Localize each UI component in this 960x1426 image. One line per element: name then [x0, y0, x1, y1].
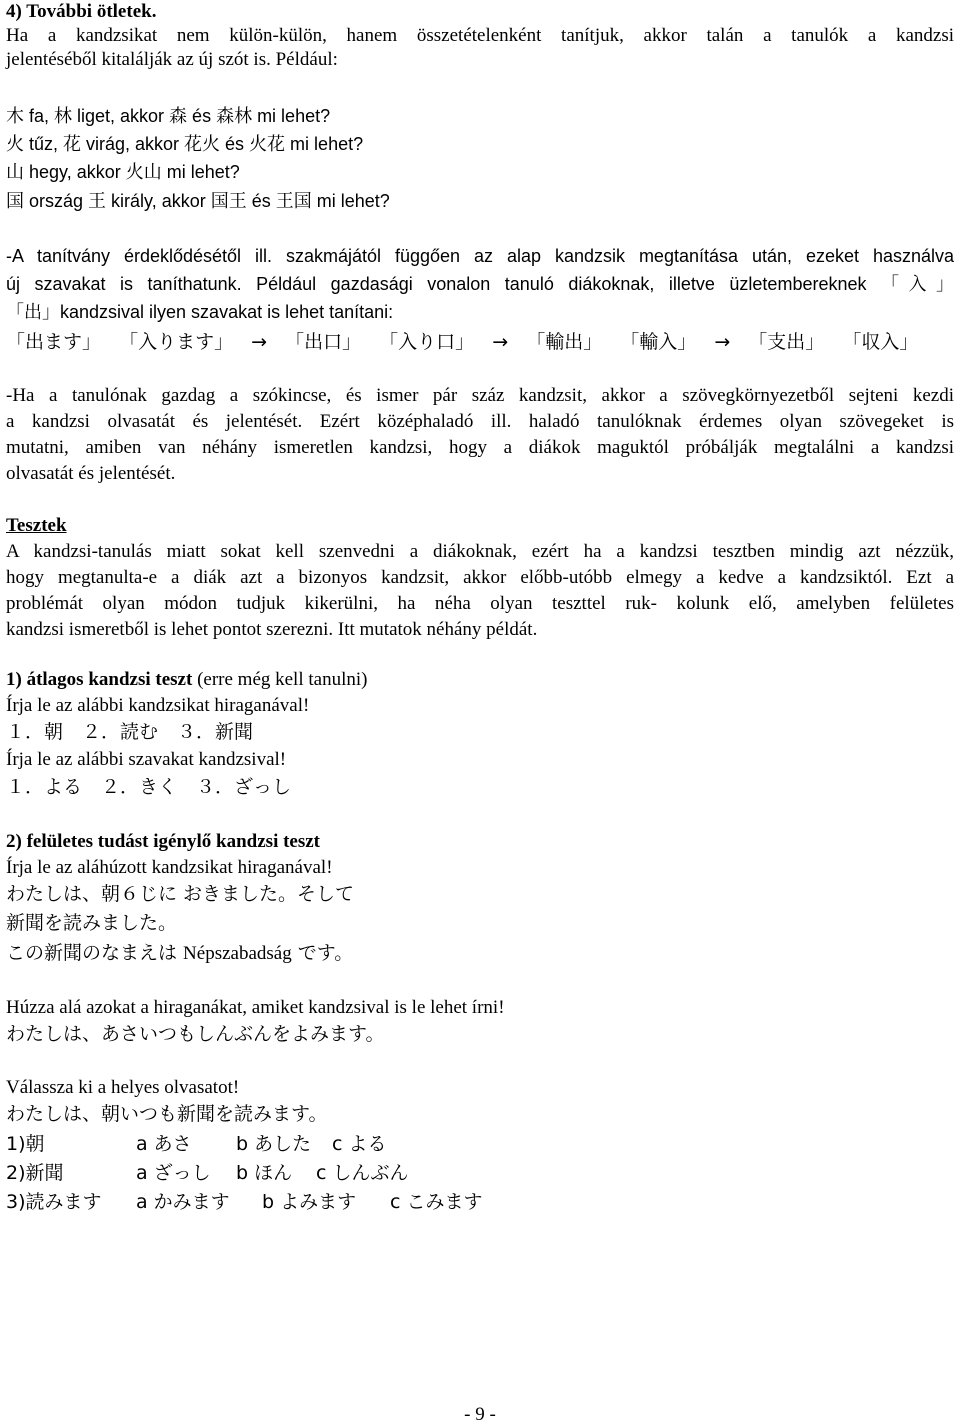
- option-row: [6, 1190, 954, 1214]
- instruction: Húzza alá azokat a hiraganákat, amiket kandzsival is le lehet írni!: [6, 997, 505, 1018]
- paragraph-line: -Ha a tanulónak gazdag a szókincse, és ismer pár száz kandzsit, akkor a szövegkörnyezetből sejteni kezdi: [6, 385, 954, 406]
- paragraph-line: A kandzsi-tanulás miatt sokat kell szenvedni a diákoknak, ezért ha a kandzsi tesztben mindig azt nézzük,: [6, 541, 954, 562]
- vocab-word: 「入り口」: [379, 331, 475, 353]
- paragraph-line: kandzsi ismeretből is lehet pontot szerezni. Itt mutatok néhány példát.: [6, 619, 538, 640]
- test-items: １．よる ２．きく ３．ざっし: [6, 776, 292, 798]
- paragraph-line: mutatni, amiben van néhány ismeretlen kandzsi, hogy a diákok maguktól próbálják megtalálni a kandzsi: [6, 437, 954, 458]
- arrow-icon: →: [714, 331, 731, 353]
- paragraph-line: új szavakat is taníthatunk. Például gazdasági vonalon tanuló diákoknak, illetve üzletembereknek 「入」: [6, 274, 954, 294]
- japanese-sentence: わたしは、朝いつも新聞を読みます。: [6, 1103, 328, 1125]
- arrow-icon: →: [492, 331, 509, 353]
- paragraph-line: hogy megtanulta-e a diák azt a bizonyos kandzsit, akkor előbb-utóbb elmegy a kedve a kandzsiktól. Ezt a: [6, 567, 954, 588]
- option-b: b よみます: [262, 1191, 357, 1213]
- option-row: [6, 1132, 954, 1156]
- vocab-word: 「出口」: [285, 331, 362, 353]
- vocab-word: 「輸入」: [620, 331, 697, 353]
- paragraph-line: -A tanítvány érdeklődésétől ill. szakmájától függően az alap kandzsik megtanítása után, ezeket használva: [6, 246, 954, 266]
- example-line: 国 ország 王 király, akkor 国王 és 王国 mi lehet?: [6, 191, 390, 211]
- option-c: c こみます: [390, 1191, 483, 1213]
- vocab-word: 「支出」: [748, 331, 825, 353]
- test1-title-note: (erre még kell tanulni): [192, 669, 368, 690]
- paragraph-line: Ha a kandzsikat nem külön-külön, hanem összetételenként tanítjuk, akkor talán a tanulók a kandzsi: [6, 25, 954, 46]
- page-number: - 9 -: [464, 1404, 496, 1425]
- example-line: 木 fa, 林 liget, akkor 森 és 森林 mi lehet?: [6, 106, 331, 126]
- japanese-sentence: わたしは、あさいつもしんぶんをよみます。: [6, 1023, 385, 1045]
- option-row: [6, 1161, 954, 1185]
- option-a: a ざっし: [136, 1162, 211, 1184]
- example-line: 山 hegy, akkor 火山 mi lehet?: [6, 162, 240, 182]
- option-a: a かみます: [136, 1191, 230, 1213]
- option-question: 2)新聞: [6, 1162, 64, 1184]
- instruction: Válassza ki a helyes olvasatot!: [6, 1077, 240, 1098]
- option-c: c よる: [332, 1133, 387, 1155]
- vocab-word: 「入ります」: [119, 331, 234, 353]
- vocab-word: 「輸出」: [526, 331, 603, 353]
- option-b: b あした: [236, 1133, 312, 1155]
- instruction: Írja le az aláhúzott kandzsikat hiraganával!: [6, 857, 333, 878]
- arrow-icon: →: [251, 331, 268, 353]
- test-items: １．朝 ２．読む ３．新聞: [6, 721, 254, 743]
- paragraph-line: jelentéséből kitalálják az új szót is. Például:: [6, 49, 338, 70]
- test2-title: 2) felületes tudást igénylő kandzsi teszt: [6, 831, 321, 852]
- option-question: 3)読みます: [6, 1191, 102, 1213]
- sentence-part: この新聞のなまえは: [6, 942, 184, 964]
- tests-heading: Tesztek: [6, 515, 67, 536]
- instruction: Írja le az alábbi szavakat kandzsival!: [6, 749, 287, 770]
- option-a: a あさ: [136, 1133, 192, 1155]
- paragraph-line: 「出」kandzsival ilyen szavakat is lehet tanítani:: [6, 302, 394, 322]
- japanese-sentence: わたしは、朝６じに おきました。そして: [6, 883, 355, 905]
- section-heading: 4) További ötletek.: [6, 1, 157, 22]
- test1-title-bold: 1) átlagos kandzsi teszt: [6, 669, 193, 690]
- sentence-part: です。: [291, 942, 354, 964]
- vocab-word: 「出ます」: [6, 331, 102, 353]
- japanese-sentence: 新聞を読みました。: [6, 912, 178, 934]
- example-line: 火 tűz, 花 virág, akkor 花火 és 火花 mi lehet?: [6, 134, 364, 154]
- paragraph-line: olvasatát és jelentését.: [6, 463, 176, 484]
- sentence-part: Népszabadság: [183, 943, 292, 964]
- instruction: Írja le az alábbi kandzsikat hiraganával!: [6, 695, 310, 716]
- vocabulary-row: [6, 330, 954, 354]
- paragraph-line: a kandzsi olvasatát és jelentését. Ezért középhaladó ill. haladó tanulóknak érdemes olyan szövegeket is: [6, 411, 954, 432]
- test1-title: [6, 668, 954, 692]
- japanese-sentence: [6, 941, 954, 965]
- option-question: 1)朝: [6, 1133, 45, 1155]
- option-c: c しんぶん: [316, 1162, 409, 1184]
- paragraph-line: problémát olyan módon tudjuk kikerülni, ha néha olyan teszttel ruk- kolunk elő, amelyben felületes: [6, 593, 954, 614]
- vocab-word: 「収入」: [842, 331, 919, 353]
- option-b: b ほん: [236, 1162, 293, 1184]
